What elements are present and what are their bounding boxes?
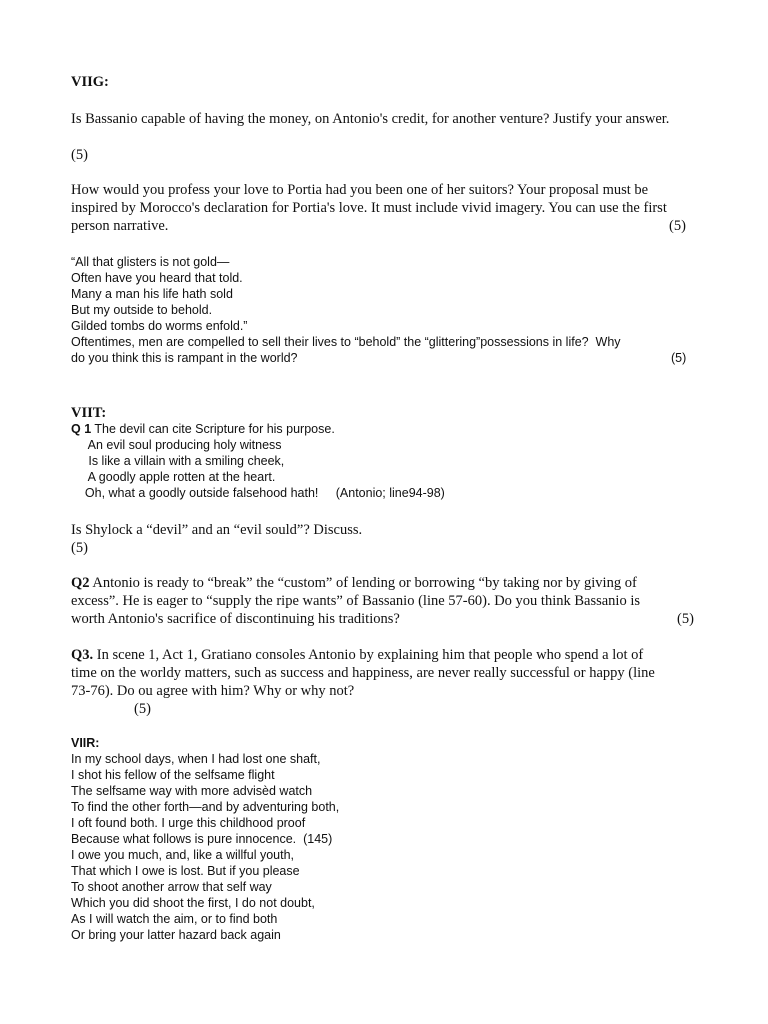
poem-line: Because what follows is pure innocence. (145) — [71, 832, 333, 846]
question-label-q1: Q 1 — [71, 422, 92, 436]
poem-line: “All that glisters is not gold— — [71, 255, 230, 269]
text-line: person narrative. — [71, 218, 169, 234]
quote-line: A goodly apple rotten at the heart. — [71, 470, 276, 484]
quote-line: Oh, what a goodly outside falsehood hath! (Antonio; line94-98) — [71, 486, 445, 500]
quote-line: The devil can cite Scripture for his purpose. — [91, 422, 335, 436]
viig-poem-question — [71, 254, 696, 366]
poem-line: As I will watch the aim, or to find both — [71, 912, 278, 926]
viit-question-2 — [71, 574, 696, 628]
text-line: 73-76). Do ou agree with him? Why or why not? — [71, 683, 355, 699]
viit-question-1-mark: (5) — [71, 540, 88, 556]
viit-question-2-mark: (5) — [677, 611, 694, 627]
poem-line: I shot his fellow of the selfsame flight — [71, 768, 275, 782]
section-heading-viit: VIIT: — [71, 405, 107, 421]
poem-line: Which you did shoot the first, I do not doubt, — [71, 896, 315, 910]
poem-line: But my outside to behold. — [71, 303, 213, 317]
text-line — [71, 646, 696, 664]
text-span: Antonio is ready to “break” the “custom” of lending or borrowing “by taking nor by giving of — [89, 575, 637, 591]
poem-line: Gilded tombs do worms enfold.” — [71, 319, 248, 333]
text-line: Oftentimes, men are compelled to sell their lives to “behold” the “glittering”possessions in life? Why — [71, 335, 621, 349]
section-heading-viig: VIIG: — [71, 74, 109, 90]
text-line — [71, 421, 696, 437]
poem-line: Often have you heard that told. — [71, 271, 243, 285]
poem-line: To shoot another arrow that self way — [71, 880, 272, 894]
quote-line: An evil soul producing holy witness — [71, 438, 282, 452]
poem-line: I owe you much, and, like a willful youth, — [71, 848, 295, 862]
text-line: inspired by Morocco's declaration for Portia's love. It must include vivid imagery. You can use the first — [71, 200, 667, 216]
poem-line: Many a man his life hath sold — [71, 287, 233, 301]
viig-question-2-mark: (5) — [669, 218, 686, 234]
viit-question-3 — [71, 646, 696, 717]
section-heading-viir: VIIR: — [71, 736, 100, 750]
poem-line: To find the other forth—and by adventuring both, — [71, 800, 340, 814]
text-line — [71, 574, 696, 592]
viig-question-2 — [71, 181, 696, 235]
viig-question-1: Is Bassanio capable of having the money, on Antonio's credit, for another venture? Justify your answer. — [71, 111, 670, 127]
question-label-q3: Q3. — [71, 647, 94, 663]
text-line: How would you profess your love to Portia had you been one of her suitors? Your proposal must be — [71, 182, 649, 198]
text-line: do you think this is rampant in the world? — [71, 351, 298, 365]
viit-question-1 — [71, 521, 696, 557]
viit-quote — [71, 421, 696, 501]
poem-line: I oft found both. I urge this childhood proof — [71, 816, 306, 830]
viit-question-3-mark: (5) — [134, 701, 151, 717]
text-line: Is Shylock a “devil” and an “evil sould”? Discuss. — [71, 522, 363, 538]
viir-poem — [71, 751, 696, 943]
poem-line: In my school days, when I had lost one shaft, — [71, 752, 321, 766]
quote-line: Is like a villain with a smiling cheek, — [71, 454, 285, 468]
viig-question-1-mark: (5) — [71, 147, 88, 163]
text-line: time on the worldy matters, such as success and happiness, are never really successful or happy (line — [71, 665, 655, 681]
poem-line: That which I owe is lost. But if you please — [71, 864, 300, 878]
question-label-q2: Q2 — [71, 575, 90, 591]
text-line: worth Antonio's sacrifice of discontinuing his traditions? — [71, 611, 400, 627]
poem-line: The selfsame way with more advisèd watch — [71, 784, 313, 798]
viig-poem-mark: (5) — [671, 351, 687, 365]
text-span: In scene 1, Act 1, Gratiano consoles Antonio by explaining him that people who spend a lot of — [93, 647, 644, 663]
poem-line: Or bring your latter hazard back again — [71, 928, 281, 942]
text-line: excess”. He is eager to “supply the ripe wants” of Bassanio (line 57-60). Do you think Bassanio is — [71, 593, 640, 609]
